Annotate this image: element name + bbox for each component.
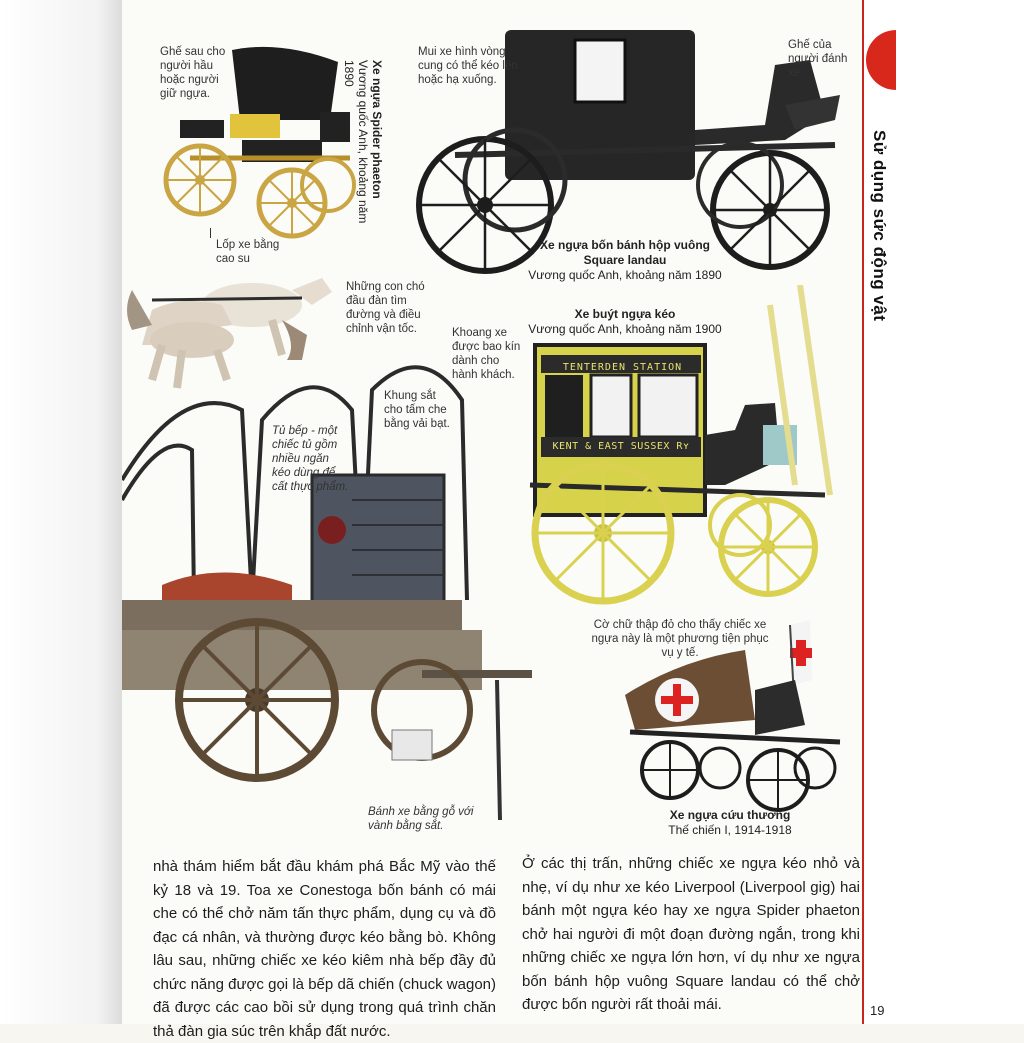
- spider-seat-callout: Ghế sau cho người hầu hoặc người giữ ngựa.: [160, 46, 226, 100]
- horse-bus-cabin-callout: Khoang xe được bao kín dành cho hành khách.: [452, 327, 521, 381]
- section-title: Sử dụng sức động vật: [870, 130, 889, 322]
- section-globe-icon: [866, 30, 896, 90]
- spider-phaeton-title: Xe ngựa Spider phaeton: [370, 60, 384, 199]
- horse-bus-title: Xe buýt ngựa kéo: [574, 307, 676, 321]
- chuck-wagon-wheel-callout: Bánh xe bằng gỗ với vành bằng sắt.: [368, 806, 474, 832]
- page-gutter: [0, 0, 122, 1024]
- landau-driver-seat-callout: Ghế của người đánh xe: [788, 39, 848, 79]
- dogs-callout: Những con chó đầu đàn tìm đường và điều chỉnh vận tốc.: [346, 281, 425, 335]
- spider-phaeton-origin: Vương quốc Anh, khoảng năm 1890: [342, 60, 370, 224]
- spider-phaeton-caption: [342, 60, 384, 240]
- horse-bus-sign-top: TENTERDEN STATION: [562, 362, 683, 373]
- chuck-wagon-cabinet-callout: Tủ bếp - một chiếc tủ gồm nhiều ngăn kéo dùng để cất thực phẩm.: [272, 425, 349, 493]
- red-margin-rule: [862, 0, 864, 1024]
- chuck-wagon-frame-callout: Khung sắt cho tấm che bằng vải bạt.: [384, 390, 450, 430]
- square-landau-caption: [520, 238, 730, 283]
- page-number: 19: [870, 1003, 885, 1018]
- ambulance-title: Xe ngựa cứu thương: [669, 808, 791, 822]
- landau-roof-callout: Mui xe hình vòng cung có thể kéo lên hoặc hạ xuống.: [418, 46, 518, 86]
- square-landau-title-2: Square landau: [583, 253, 667, 267]
- horse-bus-sign-bottom: KENT & EAST SUSSEX Rʏ: [552, 441, 690, 452]
- horse-bus-origin: Vương quốc Anh, khoảng năm 1900: [528, 322, 722, 336]
- square-landau-title-1: Xe ngựa bốn bánh hộp vuông: [539, 238, 710, 252]
- body-text-right: Ở các thị trấn, những chiếc xe ngựa kéo nhỏ và nhẹ, ví dụ như xe kéo Liverpool (Liverpool gig) hai bánh một ngựa kéo hay xe ngựa Spider phaeton chở hai người đi một đoạn đường ngắn, trong khi những chiếc xe ngựa lớn hơn, ví dụ như xe ngựa bốn bánh hộp vuông Square landau có thể chở được bốn người rất thoải mái.: [522, 855, 860, 1013]
- ambulance-cross-callout: Cờ chữ thập đỏ cho thấy chiếc xe ngựa này là một phương tiện phục vụ y tế.: [591, 619, 769, 659]
- leader-line: [210, 228, 211, 238]
- spider-tire-callout: Lốp xe bằng cao su: [216, 239, 280, 265]
- ambulance-caption: [630, 808, 830, 838]
- square-landau-origin: Vương quốc Anh, khoảng năm 1890: [528, 268, 722, 282]
- body-text-left: nhà thám hiểm bắt đầu khám phá Bắc Mỹ vào thế kỷ 18 và 19. Toa xe Conestoga bốn bánh có mái che có thể chở năm tấn thực phẩm, dụng cụ và đồ đạc cá nhân, và thường được kéo bằng bò. Không lâu sau, những chiếc xe kéo kiêm nhà bếp đầy đủ chức năng được gọi là bếp dã chiến (chuck wagon) đã được các cao bồi sử dụng trong quá trình chăn thả đàn gia súc trên khắp đất nước.: [153, 858, 496, 1040]
- ambulance-origin: Thế chiến I, 1914-1918: [668, 823, 792, 837]
- horse-bus-caption: [525, 307, 725, 337]
